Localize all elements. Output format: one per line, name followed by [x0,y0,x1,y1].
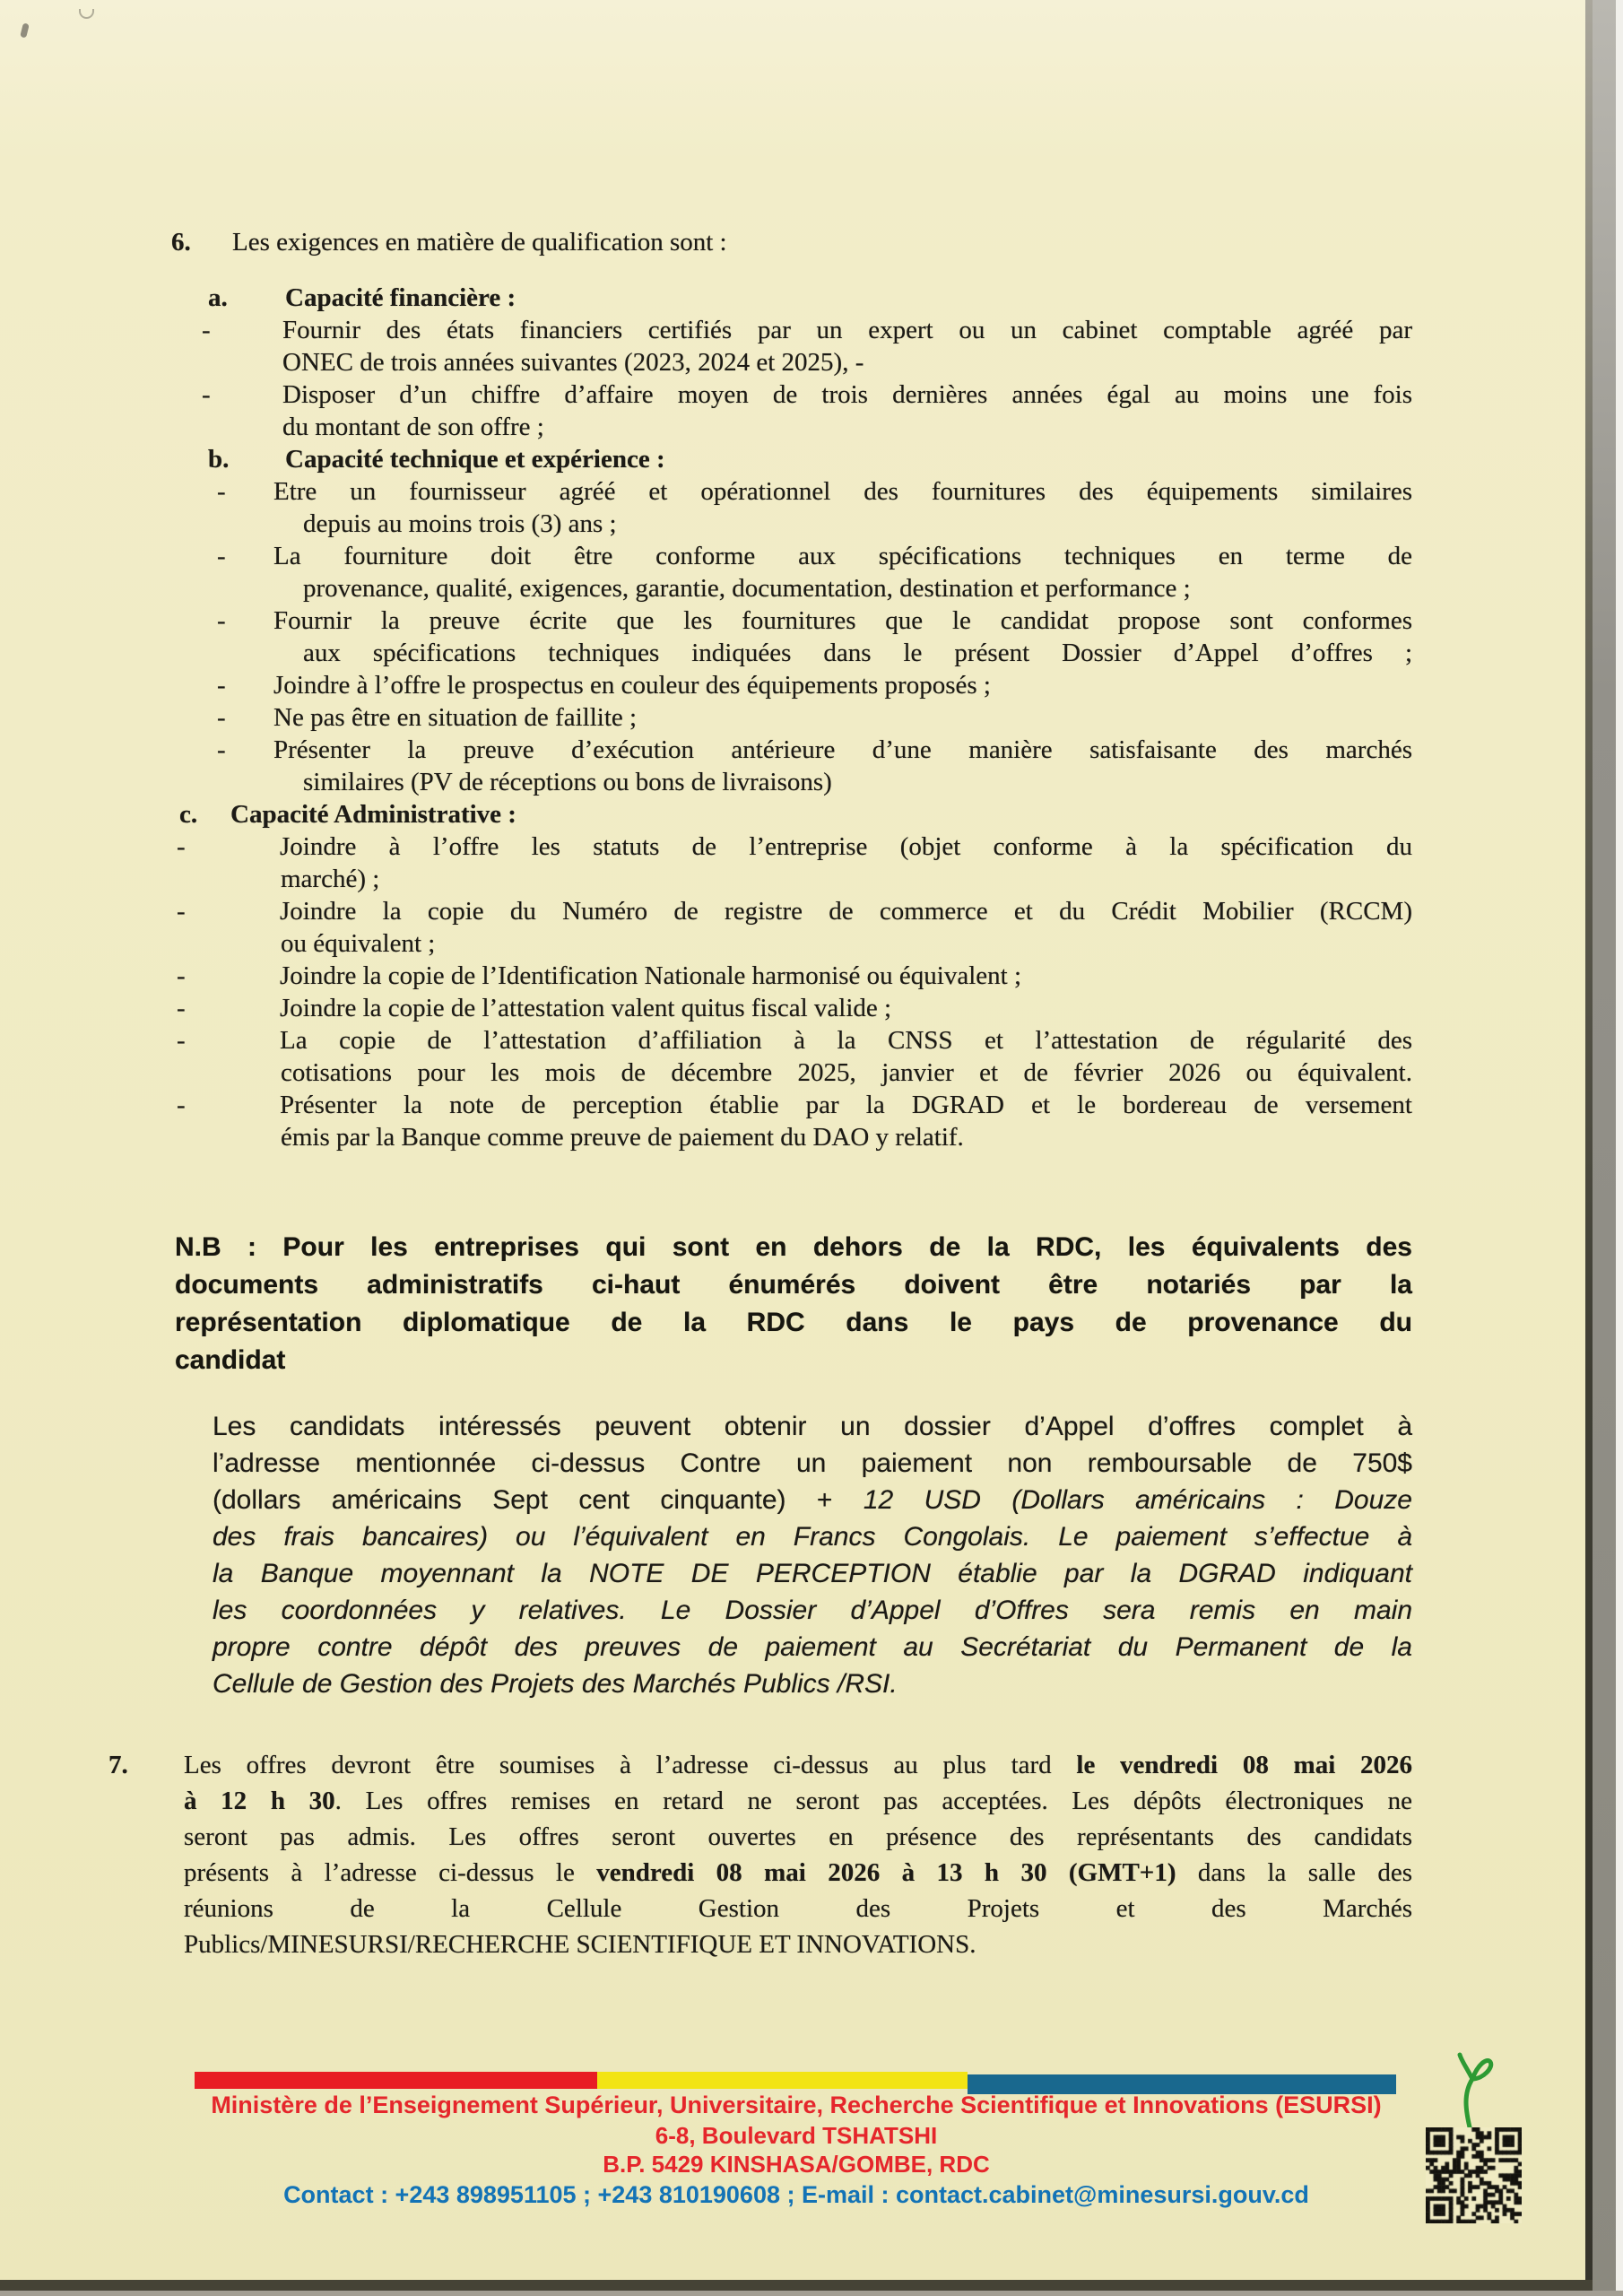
list-item [0,895,1412,960]
text-line: Cellule de Gestion des Projets des Marchés Publics /RSI. [213,1669,898,1699]
text-line: N.B : Pour les entreprises qui sont en dehors de la RDC, les équivalents des [175,1232,1412,1262]
text-line: aux spécifications techniques indiquées dans le présent Dossier d’Appel d’offres ; [303,639,1412,667]
text-line: - Présenter la note de perception établie par la DGRAD et le bordereau de versement [177,1091,1412,1119]
text-line: des frais bancaires) ou l’équivalent en Francs Congolais. Le paiement s’effectue à [213,1522,1412,1552]
text-line: réunions de la Cellule Gestion des Projets et des Marchés [184,1894,1412,1923]
footer-bar-red-segment [195,2072,597,2089]
text-line: - Fournir la preuve écrite que les fournitures que le candidat propose sont conformes [217,606,1412,635]
text-line: marché) ; [281,865,380,893]
bullet-dash: - [177,1026,186,1055]
text-line: seront pas admis. Les offres seront ouvertes en présence des représentants des candidats [184,1822,1412,1851]
list-item [0,992,1412,1024]
footer-bar-yellow-segment [597,2072,968,2089]
section-title: Capacité technique et expérience : [285,445,665,474]
bullet-dash: - [217,735,226,764]
section-label: c. [179,800,198,829]
section-label: a. [208,283,228,312]
footer-po-box-line: B.P. 5429 KINSHASA/GOMBE, RDC [603,2151,990,2178]
text-line: - La fourniture doit être conforme aux spécifications techniques en terme de [217,542,1412,570]
qr-code [1426,2127,1522,2223]
section-title: Capacité financière : [285,283,516,312]
section-a-heading [0,282,1412,314]
item-number: 6. [171,228,191,257]
section-title: Capacité Administrative : [230,800,516,829]
spacer [0,258,1412,282]
text-line: candidat [175,1345,286,1375]
list-item [0,960,1412,992]
text-line: - Disposer d’un chiffre d’affaire moyen de trois dernières années égal au moins une fois [202,380,1412,409]
text-line: du montant de son offre ; [282,413,544,441]
text-line: documents administratifs ci-haut énumérés doivent être notariés par la [175,1270,1412,1300]
text-line: - Joindre à l’offre le prospectus en couleur des équipements proposés ; [217,671,991,700]
scan-bottom-edge [0,2280,1593,2291]
text-line: à 12 h 30. Les offres remises en retard ne seront pas acceptées. Les dépôts électroniques ne [184,1787,1412,1815]
footer-ministry-line: Ministère de l’Enseignement Supérieur, Universitaire, Recherche Scientifique et Innovations (ESURSI) [211,2092,1382,2118]
text-line: Les candidats intéressés peuvent obtenir un dossier d’Appel d’offres complet à [213,1412,1412,1441]
text-line: - Présenter la preuve d’exécution antérieure d’une manière satisfaisante des marchés [217,735,1412,764]
bullet-dash: - [202,380,211,409]
text-line: les coordonnées y relatives. Le Dossier d’Appel d’Offres sera remis en main [213,1596,1412,1625]
text-line: similaires (PV de réceptions ou bons de livraisons) [303,768,832,796]
text-line: ONEC de trois années suivantes (2023, 2024 et 2025), - [282,348,864,377]
text-line: - Joindre la copie du Numéro de registre de commerce et du Crédit Mobilier (RCCM) [177,897,1412,926]
scan-edge-margin [1616,0,1623,2296]
item-7-block [0,1747,1412,1962]
scan-bottom-background [0,2291,1623,2296]
text-line: provenance, qualité, exigences, garantie, documentation, destination et performance ; [303,574,1191,603]
list-item [0,475,1412,540]
text-line: 7. Les offres devront être soumises à l’adresse ci-dessus au plus tard le vendredi 08 mai 2026 [184,1747,1412,1783]
text-line: - Fournir des états financiers certifiés par un expert ou un cabinet comptable agréé par [202,316,1412,344]
bullet-dash: - [177,1091,186,1119]
section-c-items [0,831,1412,1153]
purchase-instructions-paragraph [0,1408,1412,1702]
item-6-heading [0,226,1412,258]
item-number: 7. [108,1751,128,1779]
section-label: b. [208,445,230,474]
list-item [0,314,1412,378]
text-line: - La copie de l’attestation d’affiliation à la CNSS et l’attestation de régularité des [177,1026,1412,1055]
footer-contact-line: Contact : +243 898951105 ; +243 810190608 ; E-mail : contact.cabinet@minesursi.gouv.cd [283,2181,1309,2208]
text-line: - Etre un fournisseur agréé et opérationnel des fournitures des équipements similaires [217,477,1412,506]
list-item [0,1089,1412,1153]
bullet-dash: - [177,961,186,990]
bullet-dash: - [177,832,186,861]
text-line: cotisations pour les mois de décembre 2025, janvier et de février 2026 ou équivalent. [281,1058,1412,1087]
text-line: Publics/MINESURSI/RECHERCHE SCIENTIFIQUE ET INNOVATIONS. [184,1930,976,1959]
text-line: émis par la Banque comme preuve de paiement du DAO y relatif. [281,1123,964,1152]
text-line: l’adresse mentionnée ci-dessus Contre un paiement non remboursable de 750$ [213,1448,1412,1478]
text-line: depuis au moins trois (3) ans ; [303,509,617,538]
text-line: propre contre dépôt des preuves de paiement au Secrétariat du Permanent de la [213,1632,1412,1662]
list-item [0,540,1412,604]
scan-edge-background [1593,0,1616,2296]
bullet-dash: - [217,606,226,635]
text-line: - Joindre la copie de l’attestation valent quitus fiscal valide ; [177,994,892,1022]
text-line: ou équivalent ; [281,929,436,958]
bullet-dash: - [217,671,226,700]
text-line: présents à l’adresse ci-dessus le vendredi 08 mai 2026 à 13 h 30 (GMT+1) dans la salle des [184,1858,1412,1887]
text-line: représentation diplomatique de la RDC dans le pays de provenance du [175,1308,1412,1337]
text-line: - Ne pas être en situation de faillite ; [217,703,638,732]
section-c-heading [0,798,1412,831]
list-item [0,604,1412,669]
list-item [0,669,1412,701]
footer-address-line: 6-8, Boulevard TSHATSHI [655,2122,938,2149]
sprout-icon [1431,2052,1530,2133]
section-b-items [0,475,1412,798]
nota-bene-block [0,1229,1412,1379]
bullet-dash: - [202,316,211,344]
list-item [0,701,1412,734]
bullet-dash: - [177,994,186,1022]
list-item [0,1024,1412,1089]
list-item [0,831,1412,895]
text-line: - Joindre à l’offre les statuts de l’entreprise (objet conforme à la spécification du [177,832,1412,861]
list-item [0,378,1412,443]
item-6-text: Les exigences en matière de qualification sont : [232,228,727,257]
document-body [0,226,1589,1962]
bullet-dash: - [177,897,186,926]
bullet-dash: - [217,703,226,732]
scan-edge-shadow [1585,0,1593,2296]
bullet-dash: - [217,477,226,506]
text-line: (dollars américains Sept cent cinquante) + 12 USD (Dollars américains : Douze [213,1485,1412,1515]
section-b-heading [0,443,1412,475]
list-item [0,734,1412,798]
section-a-items [0,314,1412,443]
bullet-dash: - [217,542,226,570]
text-line: la Banque moyennant la NOTE DE PERCEPTION établie par la DGRAD indiquant [213,1559,1412,1588]
text-line: - Joindre la copie de l’Identification Nationale harmonisé ou équivalent ; [177,961,1022,990]
